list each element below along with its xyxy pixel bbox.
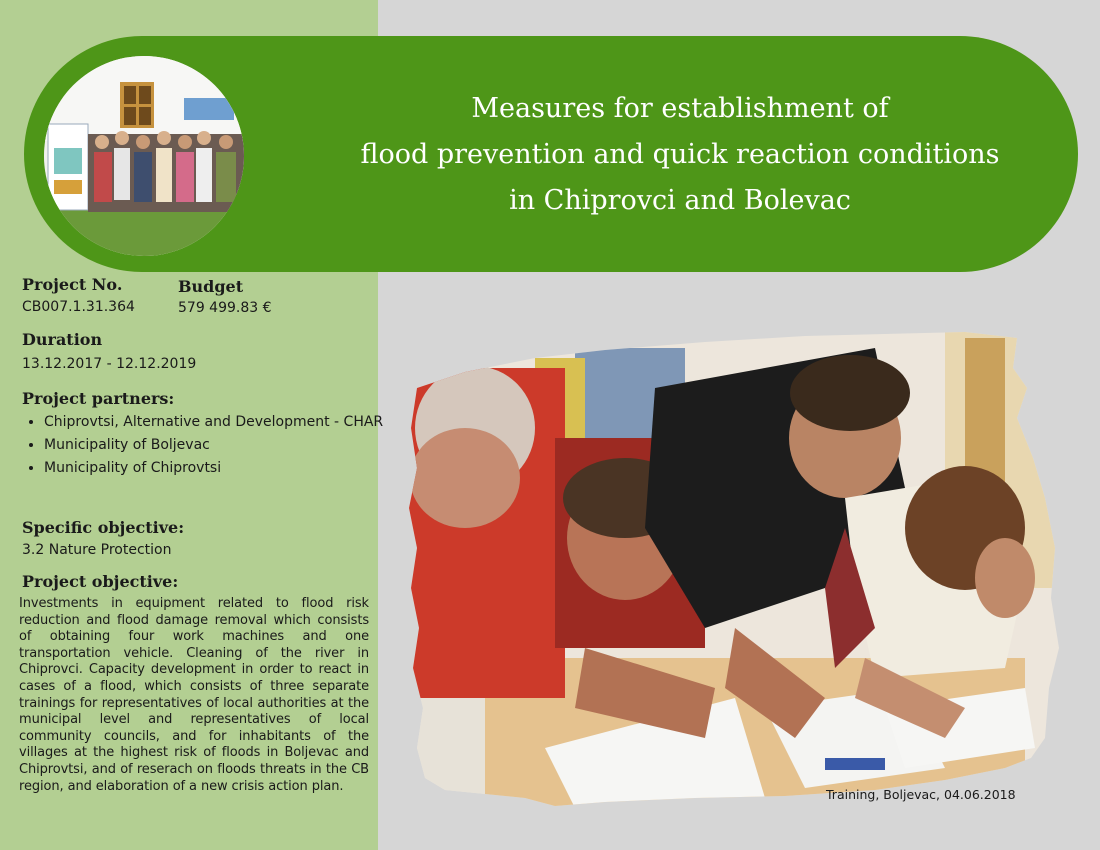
project-no-label: Project No. bbox=[22, 275, 123, 294]
title-line-1: Measures for establishment of bbox=[471, 93, 889, 124]
specific-objective-value: 3.2 Nature Protection bbox=[22, 542, 172, 558]
partner-item: • Municipality of Chiprovtsi bbox=[44, 457, 394, 480]
budget-label: Budget bbox=[178, 277, 244, 296]
project-objective-text: Investments in equipment related to flood risk reduction and flood damage removal which consists of obtaining four work machines and one transportation vehicle. Cleaning of the river in Chiprovci. Capacity development in order to react in cases of a flood, which consists of three separate trainings for representatives of local authorities at the municipal level and representatives of local community councils, and for inhabitants of the villages at the highest risk of floods in Boljevac and Chiprovtsi, and of reserach on floods threats in the CB region, and elaboration of a new crisis action plan. bbox=[19, 596, 369, 794]
title-line-3: in Chiprovci and Bolevac bbox=[509, 185, 851, 216]
duration-label: Duration bbox=[22, 330, 103, 349]
training-photo bbox=[405, 328, 1063, 808]
budget-value: 579 499.83 € bbox=[178, 300, 272, 316]
duration-value: 13.12.2017 - 12.12.2019 bbox=[22, 356, 197, 372]
specific-objective-label: Specific objective: bbox=[22, 518, 185, 537]
photo-caption: Training, Boljevac, 04.06.2018 bbox=[826, 787, 1016, 802]
partner-item: • Municipality of Boljevac bbox=[44, 434, 394, 457]
project-objective-label: Project objective: bbox=[22, 572, 179, 591]
group-photo bbox=[44, 56, 244, 256]
project-no-value: CB007.1.31.364 bbox=[22, 299, 135, 315]
page-title bbox=[300, 86, 1060, 224]
partners-label: Project partners: bbox=[22, 389, 175, 408]
partner-item: • Chiprovtsi, Alternative and Development - CHAR bbox=[44, 411, 394, 434]
partners-list bbox=[22, 411, 394, 480]
title-line-2: flood prevention and quick reaction conditions bbox=[360, 139, 1000, 170]
